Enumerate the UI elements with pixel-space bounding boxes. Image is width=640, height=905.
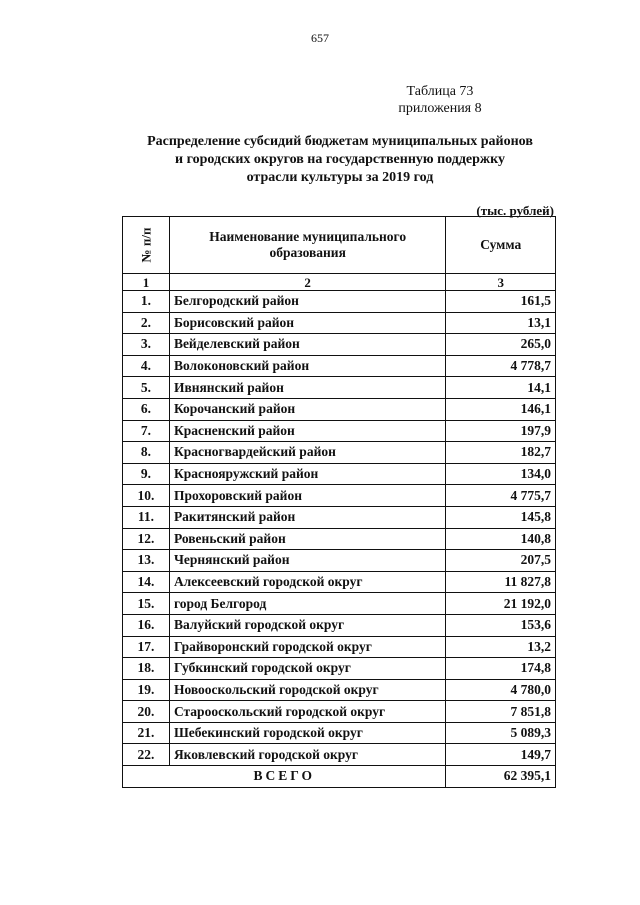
table-row xyxy=(123,636,556,658)
table-number-label: Таблица 73 xyxy=(406,84,474,99)
municipality-name: Грайворонский городской округ xyxy=(169,636,445,658)
municipality-name: Губкинский городской округ xyxy=(169,658,445,680)
table-row xyxy=(123,334,556,356)
document-title xyxy=(120,133,560,187)
subsidy-sum: 21 192,0 xyxy=(446,593,556,615)
table-row xyxy=(123,679,556,701)
header-number-label: № п/п xyxy=(137,227,153,263)
total-row xyxy=(123,766,556,788)
municipality-name: Корочанский район xyxy=(169,398,445,420)
header-name: Наименование муниципального образования xyxy=(169,217,445,274)
row-number: 19. xyxy=(123,679,170,701)
municipality-name: Валуйский городской округ xyxy=(169,614,445,636)
subsidy-sum: 197,9 xyxy=(446,420,556,442)
row-number: 13. xyxy=(123,550,170,572)
row-number: 14. xyxy=(123,571,170,593)
municipality-name: Ровеньский район xyxy=(169,528,445,550)
column-number-3: 3 xyxy=(446,274,556,291)
row-number: 4. xyxy=(123,355,170,377)
appendix-label: приложения 8 xyxy=(398,101,482,116)
row-number: 15. xyxy=(123,593,170,615)
subsidy-sum: 5 089,3 xyxy=(446,722,556,744)
table-row xyxy=(123,291,556,313)
subsidy-sum: 149,7 xyxy=(446,744,556,766)
table-row xyxy=(123,377,556,399)
municipality-name: Красногвардейский район xyxy=(169,442,445,464)
subsidy-sum: 146,1 xyxy=(446,398,556,420)
table-body xyxy=(123,291,556,766)
row-number: 12. xyxy=(123,528,170,550)
table-row xyxy=(123,398,556,420)
subsidy-sum: 4 780,0 xyxy=(446,679,556,701)
table-row xyxy=(123,485,556,507)
municipality-name: Белгородский район xyxy=(169,291,445,313)
municipality-name: Красненский район xyxy=(169,420,445,442)
municipality-name: Краснояружский район xyxy=(169,463,445,485)
subsidy-sum: 140,8 xyxy=(446,528,556,550)
subsidies-table xyxy=(122,216,556,788)
row-number: 2. xyxy=(123,312,170,334)
subsidy-sum: 7 851,8 xyxy=(446,701,556,723)
units-label: (тыс. рублей) xyxy=(476,203,554,218)
table-row xyxy=(123,744,556,766)
header-sum: Сумма xyxy=(446,217,556,274)
municipality-name: Борисовский район xyxy=(169,312,445,334)
row-number: 6. xyxy=(123,398,170,420)
table-caption xyxy=(390,83,490,117)
table-row xyxy=(123,658,556,680)
subsidy-sum: 134,0 xyxy=(446,463,556,485)
row-number: 3. xyxy=(123,334,170,356)
title-line-2: и городских округов на государственную поддержку xyxy=(175,152,505,167)
municipality-name: Волоконовский район xyxy=(169,355,445,377)
table-row xyxy=(123,442,556,464)
subsidy-sum: 11 827,8 xyxy=(446,571,556,593)
municipality-name: Шебекинский городской округ xyxy=(169,722,445,744)
row-number: 22. xyxy=(123,744,170,766)
table-row xyxy=(123,355,556,377)
table-row xyxy=(123,312,556,334)
row-number: 20. xyxy=(123,701,170,723)
subsidy-sum: 153,6 xyxy=(446,614,556,636)
row-number: 9. xyxy=(123,463,170,485)
municipality-name: Старооскольский городской округ xyxy=(169,701,445,723)
row-number: 11. xyxy=(123,506,170,528)
title-line-1: Распределение субсидий бюджетам муниципальных районов xyxy=(147,134,533,149)
table-row xyxy=(123,593,556,615)
table-row xyxy=(123,614,556,636)
row-number: 17. xyxy=(123,636,170,658)
subsidy-sum: 174,8 xyxy=(446,658,556,680)
municipality-name: Ракитянский район xyxy=(169,506,445,528)
column-number-2: 2 xyxy=(169,274,445,291)
municipality-name: город Белгород xyxy=(169,593,445,615)
row-number: 10. xyxy=(123,485,170,507)
municipality-name: Прохоровский район xyxy=(169,485,445,507)
table-header-row xyxy=(123,217,556,274)
subsidy-sum: 207,5 xyxy=(446,550,556,572)
subsidy-sum: 182,7 xyxy=(446,442,556,464)
municipality-name: Яковлевский городской округ xyxy=(169,744,445,766)
subsidy-sum: 13,1 xyxy=(446,312,556,334)
municipality-name: Чернянский район xyxy=(169,550,445,572)
municipality-name: Вейделевский район xyxy=(169,334,445,356)
table-row xyxy=(123,528,556,550)
table-row xyxy=(123,722,556,744)
municipality-name: Ивнянский район xyxy=(169,377,445,399)
subsidy-sum: 145,8 xyxy=(446,506,556,528)
subsidy-sum: 161,5 xyxy=(446,291,556,313)
subsidy-sum: 4 775,7 xyxy=(446,485,556,507)
municipality-name: Алексеевский городской округ xyxy=(169,571,445,593)
row-number: 18. xyxy=(123,658,170,680)
row-number: 8. xyxy=(123,442,170,464)
municipality-name: Новооскольский городской округ xyxy=(169,679,445,701)
subsidy-sum: 13,2 xyxy=(446,636,556,658)
row-number: 16. xyxy=(123,614,170,636)
header-number xyxy=(123,217,170,274)
subsidy-sum: 14,1 xyxy=(446,377,556,399)
row-number: 1. xyxy=(123,291,170,313)
title-line-3: отрасли культуры за 2019 год xyxy=(246,170,434,185)
row-number: 21. xyxy=(123,722,170,744)
table-row xyxy=(123,420,556,442)
row-number: 7. xyxy=(123,420,170,442)
column-number-row xyxy=(123,274,556,291)
table-row xyxy=(123,701,556,723)
total-sum: 62 395,1 xyxy=(446,766,556,788)
row-number: 5. xyxy=(123,377,170,399)
table-row xyxy=(123,550,556,572)
page-number: 657 xyxy=(311,31,329,45)
table-row xyxy=(123,506,556,528)
column-number-1: 1 xyxy=(123,274,170,291)
subsidy-sum: 4 778,7 xyxy=(446,355,556,377)
table-row xyxy=(123,571,556,593)
total-label: ВСЕГО xyxy=(123,766,446,788)
table-row xyxy=(123,463,556,485)
subsidy-sum: 265,0 xyxy=(446,334,556,356)
